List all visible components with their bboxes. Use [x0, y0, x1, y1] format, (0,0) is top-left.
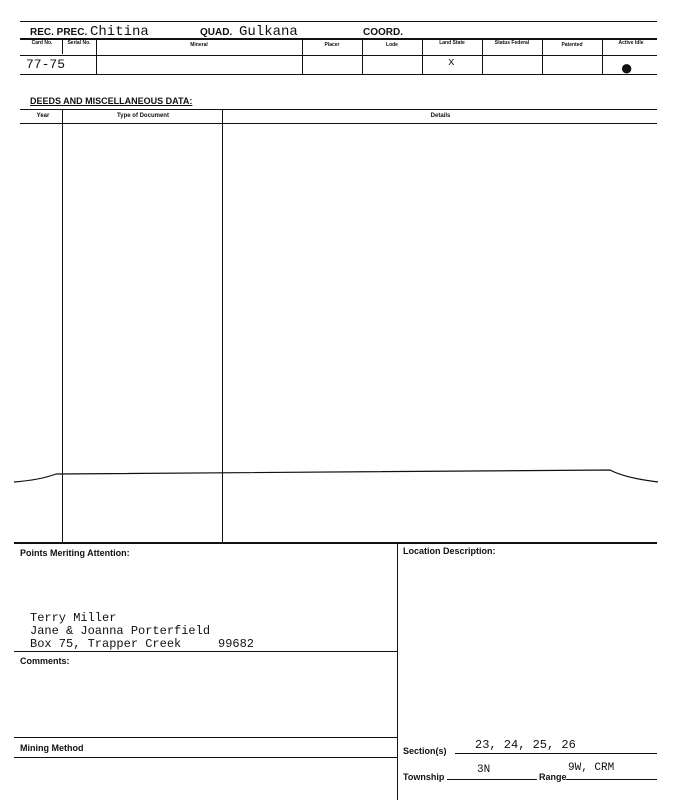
col-header-status-federal: Status Federal [494, 40, 530, 46]
col-header-card-no: Card No. [31, 40, 53, 46]
page-fold-line [0, 460, 678, 490]
top-rule [20, 21, 657, 22]
rec-prec-value: Chitina [90, 24, 149, 40]
mining-method-label: Mining Method [20, 743, 84, 753]
range-underline [566, 779, 657, 780]
claim-col-divider [482, 38, 483, 74]
col-header-land-state: Land State [439, 40, 465, 46]
col-header-lode: Lode [386, 42, 398, 48]
deeds-section-title: DEEDS AND MISCELLANEOUS DATA: [30, 96, 193, 106]
card-no-value: 77-75 [26, 57, 66, 72]
quad-value: Gulkana [239, 24, 298, 40]
lower-section-divider [397, 542, 398, 800]
comments-top-rule [14, 651, 397, 652]
claim-col-divider [422, 38, 423, 74]
attention-zip: 99682 [218, 637, 255, 651]
col-header-mineral: Mineral [190, 42, 208, 48]
deeds-col-year: Year [36, 113, 50, 119]
mining-method-bottom-rule [14, 757, 397, 758]
section-underline [455, 753, 657, 754]
col-header-active-idle: Active Idle [618, 40, 644, 46]
claim-col-divider [62, 38, 63, 54]
coord-label: COORD. [363, 27, 403, 38]
col-header-placer: Placer [324, 42, 340, 48]
comments-label: Comments: [20, 656, 70, 666]
deeds-col-details: Details [430, 113, 451, 119]
section-value: 23, 24, 25, 26 [475, 738, 576, 752]
section-label: Section(s) [403, 746, 447, 756]
township-label: Township [403, 772, 445, 782]
range-label: Range [539, 772, 567, 782]
claim-table-header-rule [20, 55, 657, 56]
deeds-col-type: Type of Document [117, 113, 169, 119]
township-value: 3N [477, 764, 491, 776]
claim-table-top-rule [20, 38, 657, 40]
claim-col-divider [602, 38, 603, 74]
deeds-header-bottom-rule [20, 123, 657, 124]
active-idle-mark: ● [620, 55, 634, 80]
col-header-serial-no: Serial No. [67, 40, 91, 46]
mining-method-top-rule [14, 737, 397, 738]
lower-section-top-rule [14, 542, 657, 544]
location-description-label: Location Description: [403, 546, 496, 556]
deeds-header-top-rule [20, 109, 657, 110]
attention-line-1: Terry Miller [30, 611, 117, 625]
range-value: 9W, CRM [568, 762, 615, 774]
land-state-value: x [448, 57, 455, 69]
claim-table-bottom-rule [20, 74, 657, 75]
points-meriting-attention-label: Points Meriting Attention: [20, 548, 130, 558]
quad-label: QUAD. [200, 27, 233, 38]
township-underline [447, 779, 537, 780]
attention-line-3: Box 75, Trapper Creek [30, 637, 182, 651]
rec-prec-label: REC. PREC. [30, 27, 88, 38]
col-header-patented: Patented [561, 42, 583, 48]
attention-line-2: Jane & Joanna Porterfield [30, 624, 211, 638]
